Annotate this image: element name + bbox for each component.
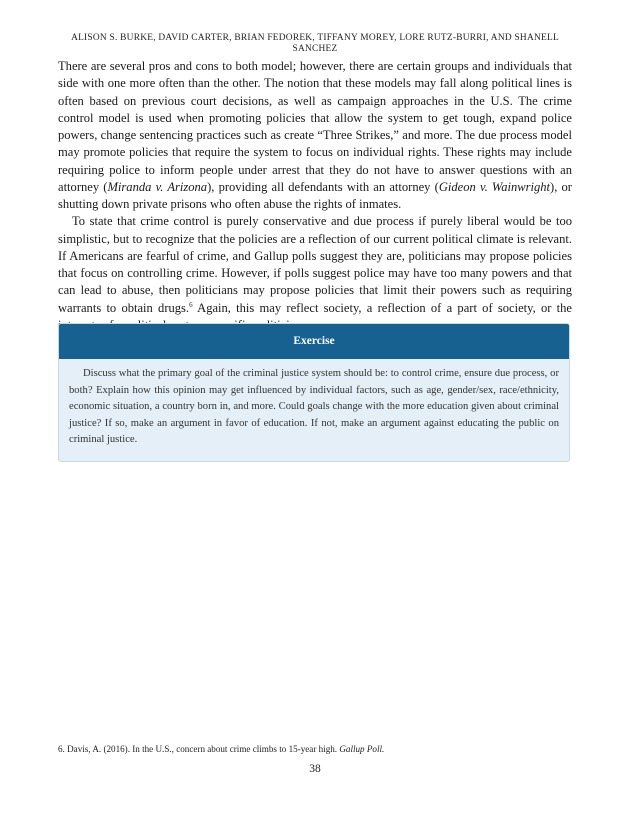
paragraph-1-text-a: There are several pros and cons to both model; however, there are certain groups and individuals that side with one more often than the other. The notion that these models may fall along political lines is often based on previous court decisions, as well as campaign approaches in the U.S. The crime control model is used when promoting policies that allow the system to get tough, expand police powers, change sentencing practices such as create “Three Strikes,” and more. The due process model may promote policies that require the system to focus on individual rights. These rights may include requiring police to inform people under arrest that they do not have to answer questions with an attorney (	[58, 59, 572, 194]
footnote-reference[interactable]: 6	[189, 300, 193, 309]
paragraph-1-text-b: ), providing all defendants with an attorney (	[207, 179, 439, 194]
paragraph-1-text-c: ), or shutting down private prisons who often abuse the rights of inmates.	[58, 179, 572, 211]
case-citation-gideon: Gideon v. Wainwright	[438, 179, 551, 194]
footnote-text: 6. Davis, A. (2016). In the U.S., concern about crime climbs to 15-year high.	[58, 744, 340, 754]
footnote-source: Gallup Poll.	[339, 744, 385, 754]
case-citation-miranda: Miranda v. Arizona	[107, 179, 208, 194]
body-text	[58, 58, 572, 334]
page-number: 38	[309, 763, 321, 775]
exercise-box	[58, 323, 570, 462]
paragraph-2-text-a: To state that crime control is purely conservative and due process if purely liberal would be too simplistic, but to recognize that the policies are a reflection of our current political climate is relevant. If Americans are fearful of crime, and Gallup polls suggest they are, politicians may propose policies that focus on controlling crime. However, if polls suggest police may have too many powers and that can lead to abuse, then politicians may propose policies that limit their powers such as requiring warrants to obtain drugs.	[58, 214, 572, 315]
exercise-title: Exercise	[59, 324, 569, 359]
paragraph-2	[58, 213, 572, 334]
paragraph-2-text-b: Again, this may reflect society, a reflection of a part of society, or the	[197, 300, 572, 315]
footnote	[58, 743, 572, 755]
paragraph-1	[58, 58, 572, 213]
exercise-body: Discuss what the primary goal of the criminal justice system should be: to control crime, ensure due process, or both? Explain how this opinion may get influenced by individual factors, such as age, gender/sex, race/ethnicity, economic situation, a country born in, and more. Could goals change with the more education given about criminal justice? If so, make an argument in favor of education. If not, make an argument against educating the public on criminal justice.	[69, 368, 559, 445]
running-head: ALISON S. BURKE, DAVID CARTER, BRIAN FEDOREK, TIFFANY MOREY, LORE RUTZ-BURRI, AND SHANELL SANCHEZ	[71, 33, 559, 54]
